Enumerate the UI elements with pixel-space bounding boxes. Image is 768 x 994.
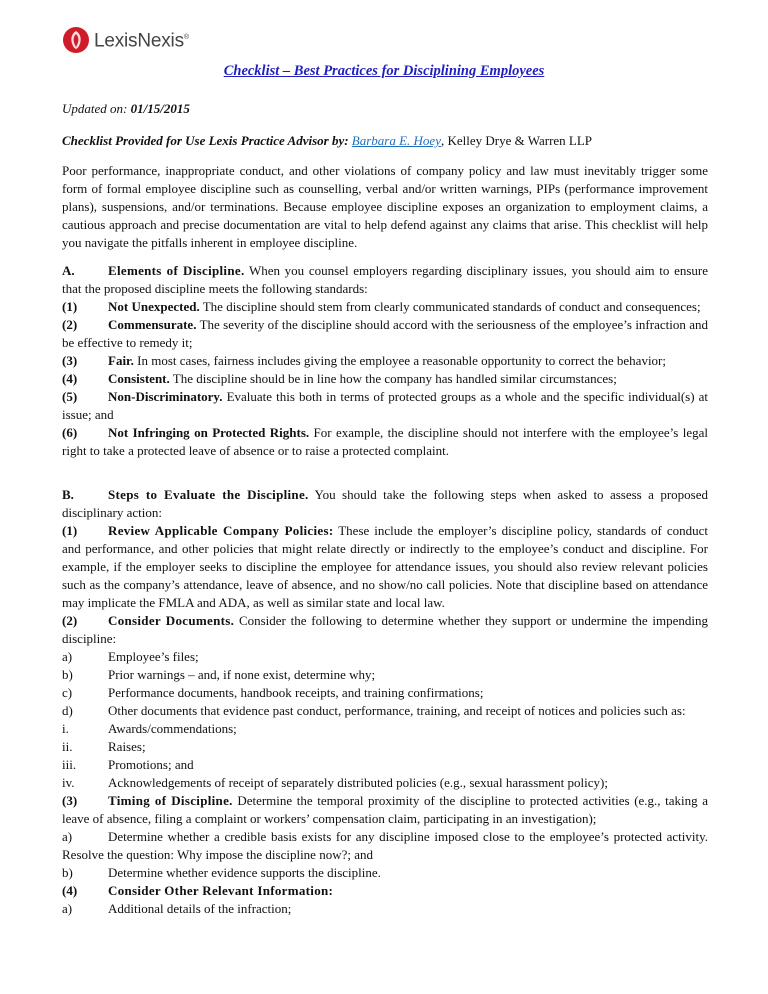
lexisnexis-logo [62,26,189,54]
item-4-sublist [62,900,708,918]
item-number: (6) [62,425,78,440]
item-text: Evaluate this both in terms of protected groups as a whole and the specific individual(s) at issue; and [62,389,709,422]
list-item [62,702,708,720]
list-item [62,684,708,702]
section-a [62,262,708,460]
section-b-item-2 [62,612,708,648]
section-b-heading [62,486,708,522]
section-b-label: B. [62,487,74,502]
item-number: i. [62,721,69,736]
item-text: Other documents that evidence past conduct, performance, training, and receipt of notices and policies such as: [108,703,686,718]
item-number: d) [62,703,73,718]
item-heading: Commensurate. [108,317,197,332]
author-link[interactable]: Barbara E. Hoey [351,133,441,148]
provided-line [62,132,592,150]
section-b-item-4 [62,882,708,900]
item-heading: Not Infringing on Protected Rights. [108,425,310,440]
item-number: (2) [62,317,78,332]
item-number: a) [62,829,73,844]
document-title: Checklist – Best Practices for Disciplining Employees [223,63,545,79]
item-text: Raises; [108,739,146,754]
item-heading: Consider Documents. [108,613,235,628]
list-item [62,316,708,352]
item-text: The discipline should stem from clearly communicated standards of conduct and consequences; [202,299,701,314]
list-item [62,828,708,864]
item-heading: Non-Discriminatory. [108,389,223,404]
item-text: In most cases, fairness includes giving the employee a reasonable opportunity to correct the behavior; [137,353,667,368]
item-number: c) [62,685,73,700]
list-item [62,298,708,316]
logo-wordmark: LexisNexis® [94,30,189,52]
author-firm: , Kelley Drye & Warren LLP [440,133,593,148]
item-heading: Consider Other Relevant Information: [108,883,334,898]
section-b-item-1 [62,522,708,612]
lexisnexis-emblem-icon [62,26,90,54]
item-number: iii. [62,757,77,772]
list-item [62,774,708,792]
list-item [62,738,708,756]
item-text: Prior warnings – and, if none exist, determine why; [108,667,376,682]
item-text: Employee’s files; [108,649,199,664]
item-text: Determine whether evidence supports the discipline. [108,865,381,880]
item-number: b) [62,865,73,880]
section-b-item-3 [62,792,708,828]
item-2-sublist [62,648,708,720]
item-3-sublist [62,828,708,882]
list-item [62,756,708,774]
item-number: (4) [62,883,78,898]
list-item [62,900,708,918]
item-number: b) [62,667,73,682]
item-text: These include the employer’s discipline policy, standards of conduct and performance, and other policies that might relate directly or indirectly to the employee’s conduct and discipline. For example, if the employer seeks to discipline the employee for attendance issues, you should also review relevant policies such as the company’s attendance, leave of absence, and no show/no call policies. Note that discipline based on attendance may implicate the FMLA and ADA, as well as similar state and local law. [62,523,709,610]
section-b [62,486,708,918]
item-number: (2) [62,613,78,628]
list-item [62,370,708,388]
updated-line [62,100,190,118]
list-item [62,666,708,684]
item-2-roman-list [62,720,708,792]
item-number: iv. [62,775,75,790]
section-a-list [62,298,708,460]
item-text: Promotions; and [108,757,194,772]
item-number: a) [62,901,73,916]
section-a-text: When you counsel employers regarding disciplinary issues, you should aim to ensure that the proposed discipline meets the following standards: [62,263,708,296]
item-heading: Timing of Discipline. [108,793,233,808]
item-number: (1) [62,299,78,314]
item-heading: Review Applicable Company Policies: [108,523,334,538]
item-text: The severity of the discipline should accord with the seriousness of the employee’s infraction and be effective to remedy it; [62,317,708,350]
list-item [62,720,708,738]
section-a-heading [62,262,708,298]
item-text: For example, the discipline should not interfere with the employee’s legal right to take a protected leave of absence or to raise a protected complaint. [62,425,709,458]
item-text: Determine whether a credible basis exists for any discipline imposed close to the employee’s protected activity. Resolve the question: Why impose the discipline now?; and [62,829,708,862]
list-item [62,352,708,370]
item-heading: Consistent. [108,371,170,386]
section-b-title: Steps to Evaluate the Discipline. [108,487,309,502]
item-text: The discipline should be in line how the company has handled similar circumstances; [172,371,617,386]
list-item [62,388,708,424]
item-text: Additional details of the infraction; [108,901,292,916]
item-text: Awards/commendations; [108,721,237,736]
intro-paragraph: Poor performance, inappropriate conduct, and other violations of company policy and law must inevitably trigger some form of formal employee discipline such as counselling, verbal and/or written warnings, PIPs (performance improvement plans), suspensions, and/or terminations. Because employee discipline exposes an organization to employment claims, a cautious approach and precise documentation are vital to help defend against any claims that arise. This checklist will help you navigate the pitfalls inherent in employee discipline. [62,163,708,250]
section-a-title: Elements of Discipline. [108,263,245,278]
list-item [62,864,708,882]
provided-label: Checklist Provided for Use Lexis Practice Advisor by: [62,133,349,148]
item-text: Consider the following to determine whether they support or undermine the impending discipline: [62,613,709,646]
item-number: (4) [62,371,78,386]
section-a-label: A. [62,263,75,278]
list-item [62,648,708,666]
item-number: a) [62,649,73,664]
item-text: Determine the temporal proximity of the discipline to protected activities (e.g., taking a leave of absence, filing a complaint or workers’ compensation claim, participating in an investigation); [62,793,709,826]
item-number: (3) [62,793,78,808]
item-text: Performance documents, handbook receipts, and training confirmations; [108,685,484,700]
item-number: (1) [62,523,78,538]
list-item [62,424,708,460]
item-number: (3) [62,353,78,368]
updated-date: 01/15/2015 [130,101,190,116]
item-number: ii. [62,739,73,754]
updated-label: Updated on: [62,101,128,116]
section-b-text: You should take the following steps when asked to assess a proposed disciplinary action: [62,487,708,520]
item-heading: Fair. [108,353,134,368]
item-heading: Not Unexpected. [108,299,200,314]
item-text: Acknowledgements of receipt of separately distributed policies (e.g., sexual harassment policy); [108,775,608,790]
item-number: (5) [62,389,78,404]
